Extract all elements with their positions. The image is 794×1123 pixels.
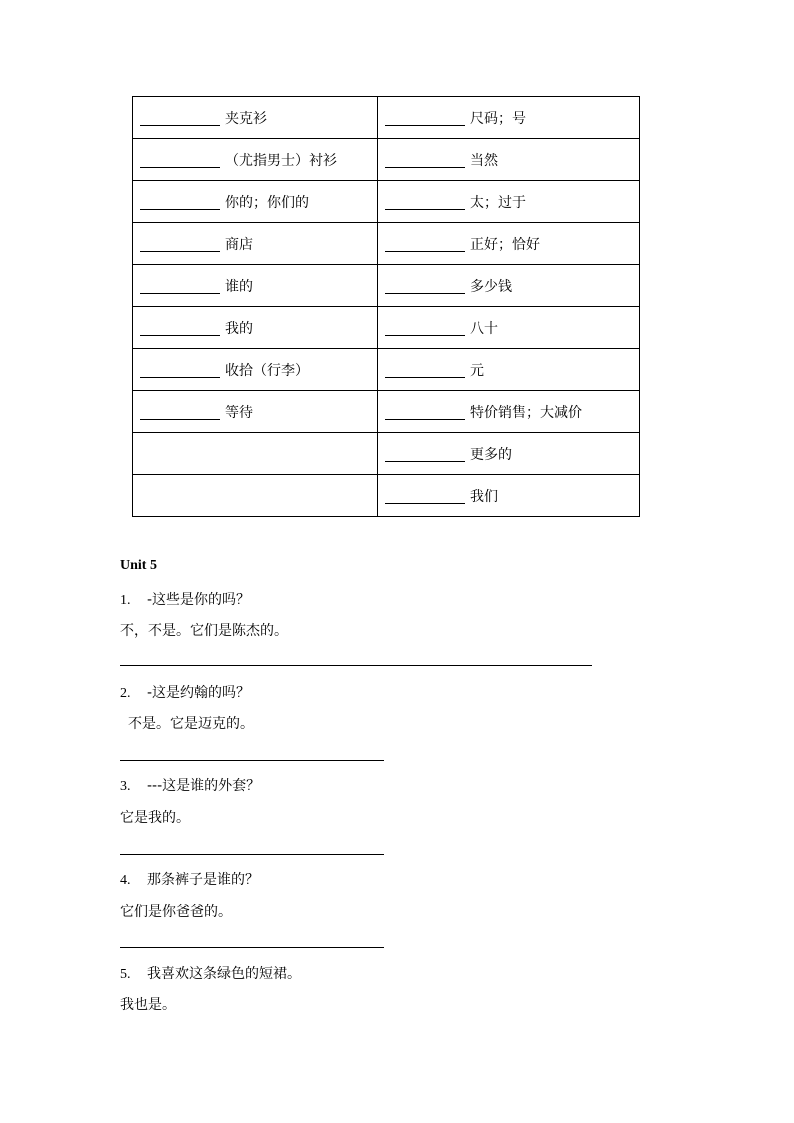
vocab-meaning: 收拾（行李） (225, 362, 309, 379)
table-row (133, 349, 640, 391)
table-row (133, 223, 640, 265)
blank-line (385, 447, 465, 462)
blank-line (140, 279, 220, 294)
blank-line (385, 405, 465, 420)
question-item (120, 775, 260, 795)
table-row (133, 475, 640, 517)
blank-line (140, 363, 220, 378)
table-cell (133, 349, 378, 391)
table-cell (133, 307, 378, 349)
table-cell (378, 97, 640, 139)
vocab-meaning: （尤指男士）衬衫 (225, 152, 337, 169)
vocab-meaning: 夹克衫 (225, 110, 267, 127)
blank-line (385, 363, 465, 378)
blank-line (385, 237, 465, 252)
blank-line (385, 321, 465, 336)
blank-line (385, 111, 465, 126)
question-item (120, 589, 250, 609)
table-cell (378, 181, 640, 223)
question-item (120, 682, 250, 702)
table-row (133, 181, 640, 223)
vocab-meaning: 你的；你们的 (225, 194, 309, 211)
blank-line (385, 195, 465, 210)
question-text: 我喜欢这条绿色的短裙。 (147, 966, 301, 982)
table-row (133, 97, 640, 139)
blank-line (140, 153, 220, 168)
table-cell (378, 433, 640, 475)
answer-line (120, 665, 592, 666)
blank-line (140, 111, 220, 126)
answer-text: 它们是你爸爸的。 (120, 904, 232, 920)
blank-line (385, 279, 465, 294)
question-number: 4. (120, 873, 131, 888)
question-item (120, 869, 259, 889)
table-cell (378, 139, 640, 181)
table-cell (133, 391, 378, 433)
vocab-meaning: 更多的 (470, 446, 512, 463)
blank-line (385, 153, 465, 168)
blank-line (140, 321, 220, 336)
question-number: 1. (120, 593, 131, 608)
table-cell (378, 307, 640, 349)
question-text: ---这是谁的外套？ (147, 778, 261, 794)
table-cell (133, 97, 378, 139)
table-row (133, 433, 640, 475)
vocab-meaning: 元 (470, 362, 484, 379)
vocab-meaning: 我的 (225, 320, 253, 337)
question-item (120, 963, 301, 983)
question-text: 那条裤子是谁的？ (147, 872, 259, 888)
table-cell (133, 265, 378, 307)
question-number: 2. (120, 686, 131, 701)
table-row (133, 391, 640, 433)
vocab-meaning: 当然 (470, 152, 498, 169)
vocab-meaning: 正好；恰好 (470, 236, 540, 253)
table-cell (133, 181, 378, 223)
table-cell (378, 475, 640, 517)
answer-line (120, 947, 384, 948)
table-cell (133, 223, 378, 265)
table-row (133, 307, 640, 349)
table-cell (133, 139, 378, 181)
vocab-meaning: 八十 (470, 320, 498, 337)
answer-line (120, 760, 384, 761)
table-cell (378, 265, 640, 307)
blank-line (140, 237, 220, 252)
unit-title: Unit 5 (120, 558, 157, 573)
blank-line (140, 405, 220, 420)
vocab-meaning: 我们 (470, 488, 498, 505)
question-number: 3. (120, 779, 131, 794)
blank-line (385, 489, 465, 504)
table-cell-empty (133, 475, 378, 517)
table-cell-empty (133, 433, 378, 475)
vocab-meaning: 商店 (225, 236, 253, 253)
table-cell (378, 349, 640, 391)
table-row (133, 139, 640, 181)
vocab-meaning: 等待 (225, 404, 253, 421)
table-row (133, 265, 640, 307)
blank-line (140, 195, 220, 210)
table-cell (378, 391, 640, 433)
question-text: -这些是你的吗？ (147, 592, 251, 608)
vocab-meaning: 尺码；号 (470, 110, 526, 127)
table-cell (378, 223, 640, 265)
answer-text: 它是我的。 (120, 810, 190, 826)
vocab-meaning: 太；过于 (470, 194, 526, 211)
vocabulary-table (132, 96, 640, 517)
answer-text: 我也是。 (120, 997, 176, 1013)
vocab-meaning: 特价销售；大减价 (470, 404, 582, 421)
answer-text: 不，不是。它们是陈杰的。 (120, 623, 288, 639)
vocab-meaning: 多少钱 (470, 278, 512, 295)
vocab-meaning: 谁的 (225, 278, 253, 295)
answer-line (120, 854, 384, 855)
question-text: -这是约翰的吗？ (147, 685, 251, 701)
answer-text: 不是。它是迈克的。 (128, 716, 254, 732)
question-number: 5. (120, 967, 131, 982)
